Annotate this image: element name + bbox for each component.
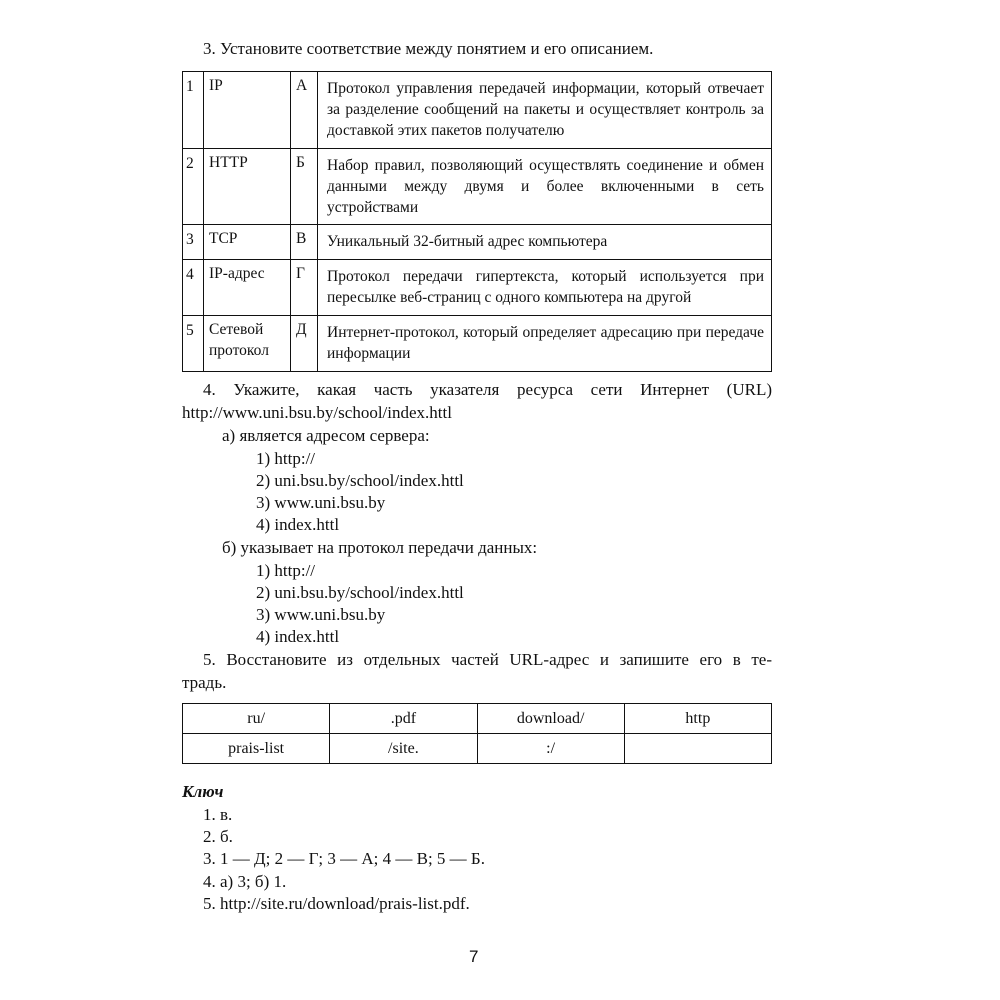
option-item: 4) index.httl [256, 515, 340, 534]
option-item: 1) http:// [256, 561, 316, 580]
description-letter: Г [291, 260, 318, 316]
row-number: 2 [183, 149, 204, 225]
description-text: Протокол передачи гипертекста, который используется при пересылке веб-страниц с одного компьютера на другой [318, 260, 772, 316]
description-text: Уникальный 32-битный адрес компьютера [318, 225, 772, 260]
description-letter: А [291, 72, 318, 149]
answer-item: 3. 1 — Д; 2 — Г; 3 — А; 4 — В; 5 — Б. [203, 849, 485, 868]
page-number: 7 [469, 947, 479, 966]
table-row [183, 316, 772, 372]
url-part-cell: /site. [330, 734, 477, 764]
table-row [183, 72, 772, 149]
answer-item: 5. http://site.ru/download/prais-list.pdf. [203, 894, 470, 913]
description-text: Протокол управления передачей информации, который отвечает за разделение сообщений на пакеты и осуществляет контроль за доставкой этих пакетов получателю [318, 72, 772, 149]
url-parts-table [182, 703, 772, 764]
description-text: Набор правил, позволяющий осуществлять соединение и обмен данными между двумя и более включенными в сеть устройствами [318, 149, 772, 225]
row-number: 1 [183, 72, 204, 149]
table-row [183, 734, 772, 764]
table-row [183, 225, 772, 260]
option-item: 3) www.uni.bsu.by [256, 605, 386, 624]
question-4-part-a: а) является адресом сервера: [222, 426, 430, 445]
option-item: 3) www.uni.bsu.by [256, 493, 386, 512]
description-letter: Д [291, 316, 318, 372]
question-4-part-b: б) указывает на протокол передачи данных: [222, 538, 538, 557]
concept-term: Сетевой протокол [204, 316, 291, 372]
option-item: 1) http:// [256, 449, 316, 468]
question-5-title: 5. Восстановите из отдельных частей URL-адрес и запишите его в те- [203, 650, 772, 669]
option-item: 2) uni.bsu.by/school/index.httl [256, 471, 464, 490]
option-item: 2) uni.bsu.by/school/index.httl [256, 583, 464, 602]
url-part-cell: prais-list [183, 734, 330, 764]
url-part-cell: ru/ [183, 704, 330, 734]
table-row [183, 704, 772, 734]
question-4-url: http://www.uni.bsu.by/school/index.httl [182, 403, 452, 422]
url-part-cell: :/ [477, 734, 624, 764]
question-5-title-cont: традь. [182, 673, 227, 692]
answer-key-title: Ключ [182, 782, 224, 801]
answer-item: 2. б. [203, 827, 233, 846]
option-item: 4) index.httl [256, 627, 340, 646]
concept-term: TCP [204, 225, 291, 260]
matching-table [182, 71, 772, 372]
row-number: 3 [183, 225, 204, 260]
table-row [183, 260, 772, 316]
concept-term: HTTP [204, 149, 291, 225]
url-part-cell [624, 734, 771, 764]
answer-item: 4. а) 3; б) 1. [203, 872, 287, 891]
answer-item: 1. в. [203, 805, 233, 824]
row-number: 5 [183, 316, 204, 372]
url-part-cell: download/ [477, 704, 624, 734]
concept-term: IP [204, 72, 291, 149]
table-row [183, 149, 772, 225]
concept-term: IP-адрес [204, 260, 291, 316]
row-number: 4 [183, 260, 204, 316]
description-letter: Б [291, 149, 318, 225]
url-part-cell: .pdf [330, 704, 477, 734]
question-4-title: 4. Укажите, какая часть указателя ресурса сети Интернет (URL) [203, 380, 772, 399]
description-letter: В [291, 225, 318, 260]
question-3-title: 3. Установите соответствие между понятием и его описанием. [203, 39, 654, 58]
url-part-cell: http [624, 704, 771, 734]
description-text: Интернет-протокол, который определяет адресацию при передаче информации [318, 316, 772, 372]
